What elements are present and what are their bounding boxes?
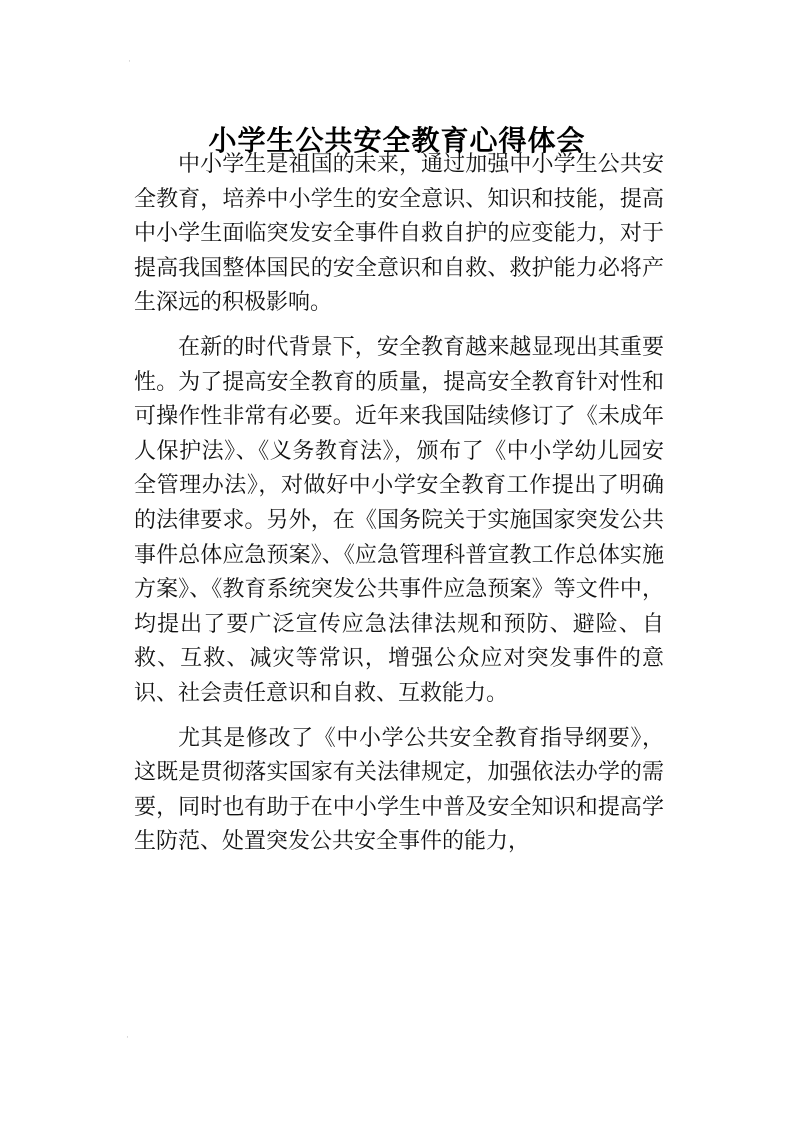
corner-mark-bottom: · xyxy=(126,1033,129,1043)
paragraph-1: 中小学生是祖国的未来，通过加强中小学生公共安全教育，培养中小学生的安全意识、知识和技能，提高中小学生面临突发安全事件自救自护的应变能力，对于提高我国整体国民的安全意识和自救、救护能力必将产生深远的积极影响。 xyxy=(134,152,664,316)
document-title: 小学生公共安全教育心得体会 xyxy=(208,123,586,157)
corner-mark-top: · xyxy=(128,57,131,67)
paragraph-2: 在新的时代背景下，安全教育越来越显现出其重要性。为了提高安全教育的质量，提高安全教育针对性和可操作性非常有必要。近年来我国陆续修订了《未成年人保护法》、《义务教育法》，颁布了《中小学幼儿园安全管理办法》，对做好中小学安全教育工作提出了明确的法律要求。另外，在《国务院关于实施国家突发公共事件总体应急预案》、《应急管理科普宣教工作总体实施方案》、《教育系统突发公共事件应急预案》等文件中，均提出了要广泛宣传应急法律法规和预防、避险、自救、互救、减灾等常识，增强公众应对突发事件的意识、社会责任意识和自救、互救能力。 xyxy=(134,334,664,706)
document-body xyxy=(134,148,664,870)
paragraph-3: 尤其是修改了《中小学公共安全教育指导纲要》，这既是贯彻落实国家有关法律规定，加强依法办学的需要，同时也有助于在中小学生中普及安全知识和提高学生防范、处置突发公共安全事件的能力， xyxy=(134,725,664,855)
